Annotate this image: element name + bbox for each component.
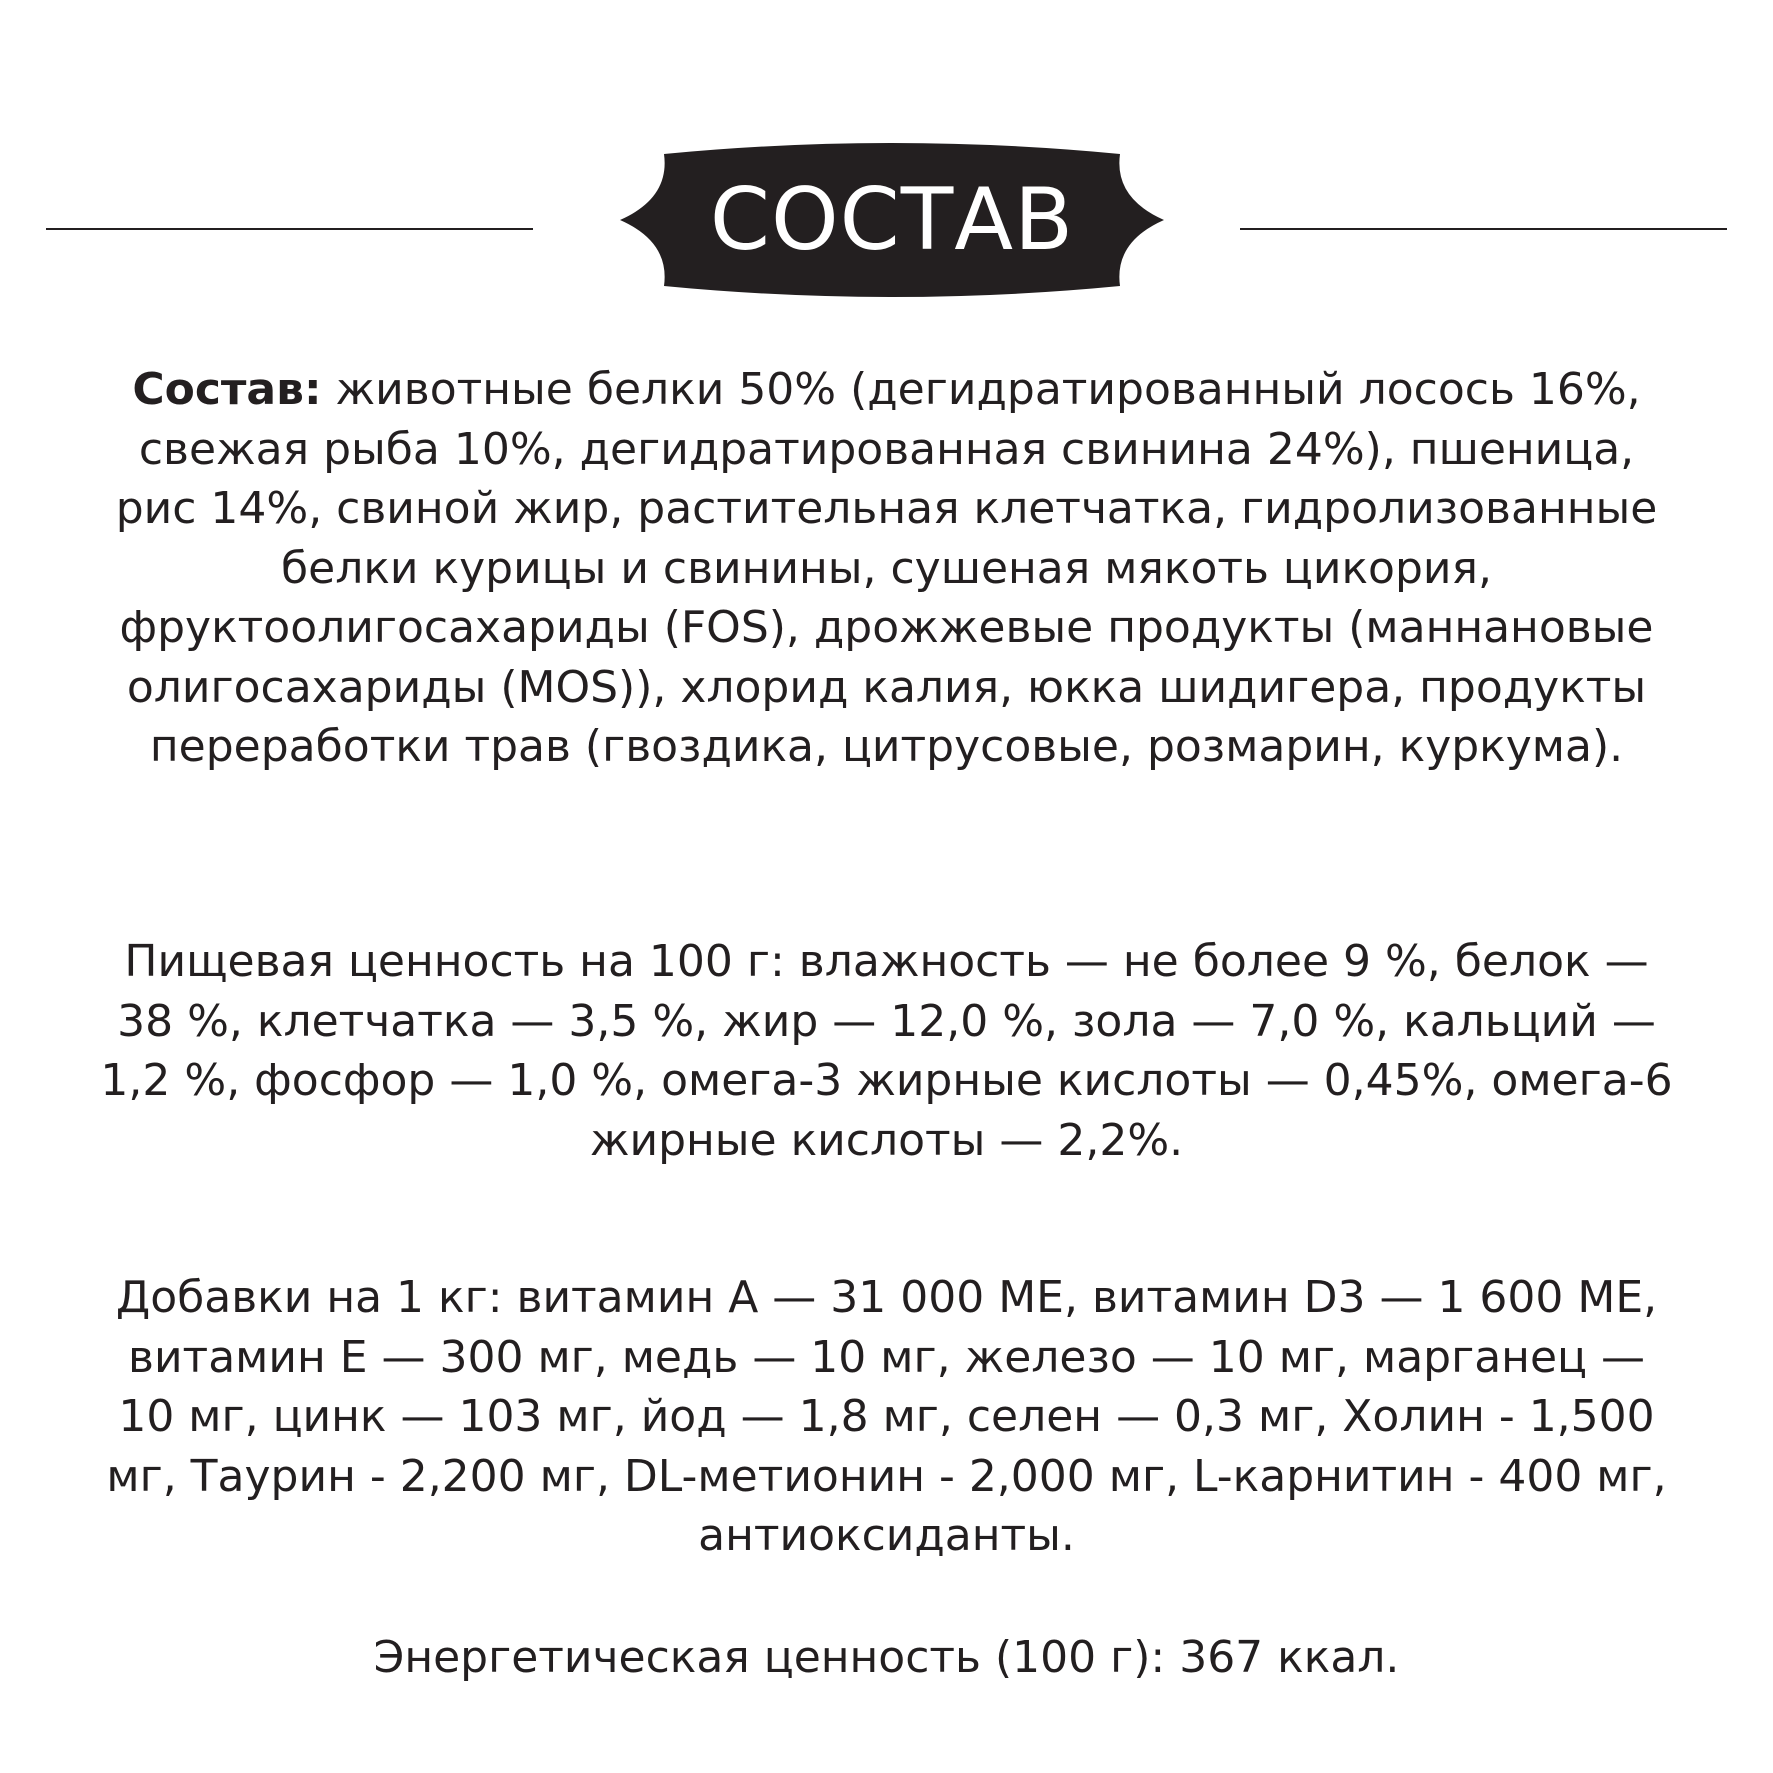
composition-label: Состав: — [132, 364, 322, 415]
composition-paragraph — [100, 360, 1673, 777]
divider-left — [46, 228, 533, 230]
section-header — [0, 140, 1773, 300]
page-title: СОСТАВ — [709, 170, 1075, 270]
title-badge — [602, 140, 1182, 300]
additives-paragraph: Добавки на 1 кг: витамин A — 31 000 МЕ, витамин D3 — 1 600 МЕ, витамин Е — 300 мг, медь — 10 мг, железо — 10 мг, марганец — 10 мг, цинк — 103 мг, йод — 1,8 мг, селен — 0,3 мг, Холин - 1,500 мг, Таурин - 2,200 мг, DL-метионин - 2,000 мг, L-карнитин - 400 мг, антиоксиданты. — [106, 1272, 1667, 1561]
divider-right — [1240, 228, 1727, 230]
composition-text: животные белки 50% (дегидратированный лосось 16%, свежая рыба 10%, дегидратированная свинина 24%), пшеница, рис 14%, свиной жир, растительная клетчатка, гидролизованные белки курицы и свинины, сушеная мякоть цикория, фруктоолигосахариды (FOS), дрожжевые продукты (маннановые олигосахариды (MOS)), хлорид калия, юкка шидигера, продукты переработки трав (гвоздика, цитрусовые, розмарин, куркума). — [115, 364, 1658, 772]
energy-paragraph: Энергетическая ценность (100 г): 367 ккал. — [373, 1632, 1400, 1683]
nutrition-paragraph: Пищевая ценность на 100 г: влажность — не более 9 %, белок — 38 %, клетчатка — 3,5 %, жир — 12,0 %, зола — 7,0 %, кальций — 1,2 %, фосфор — 1,0 %, омега-3 жирные кислоты — 0,45%, омега-6 жирные кислоты — 2,2%. — [100, 936, 1673, 1166]
